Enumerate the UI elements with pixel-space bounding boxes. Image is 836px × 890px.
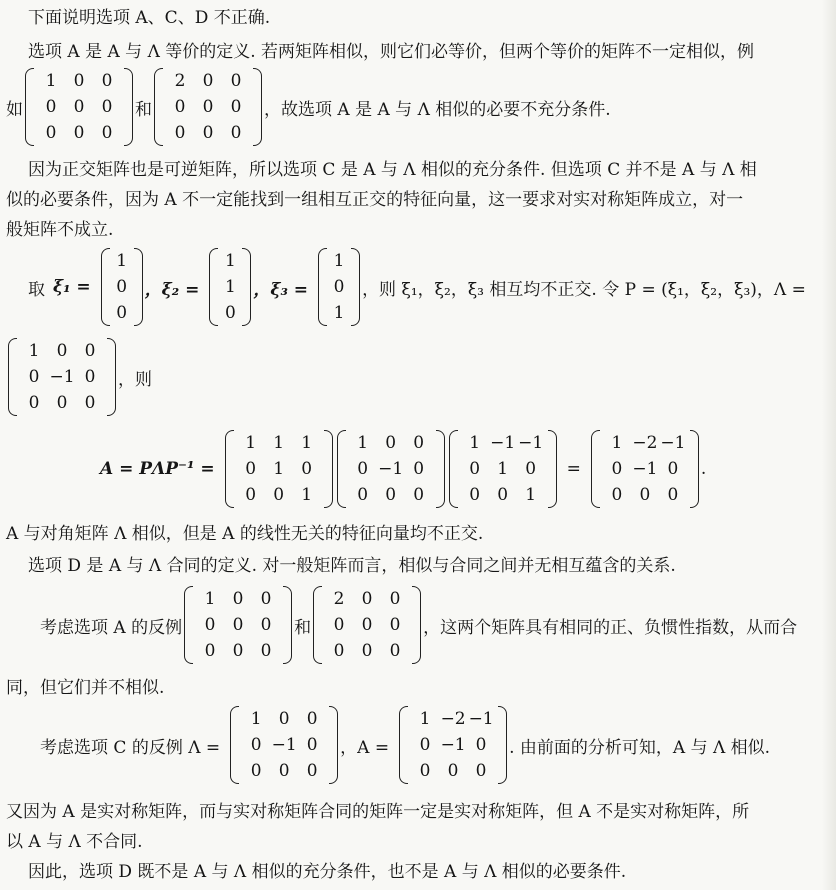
- lambda-entry-2-0: 0: [28, 393, 40, 413]
- lambda-entry-0-0: 1: [250, 709, 262, 729]
- Pinv-entry-2-0: 0: [469, 485, 481, 505]
- A-entry-1-0: 0: [419, 735, 431, 755]
- m200-entry-1-1: 0: [202, 97, 214, 117]
- m200-entry-0-2: 0: [230, 71, 242, 91]
- A-entry-0-1: −2: [440, 709, 466, 729]
- row-product: [100, 430, 706, 508]
- m100-entry-2-0: 0: [45, 123, 57, 143]
- Pinv-entry-0-1: −1: [490, 433, 516, 453]
- para-not-similar: 同，但它们并不相似.: [6, 678, 165, 698]
- xi3-label: ，ξ₃ =: [253, 279, 309, 300]
- P-entry-2-0: 0: [245, 485, 257, 505]
- lambda-entry-0-1: 0: [278, 709, 290, 729]
- A-entry-1-2: 0: [667, 459, 679, 479]
- m200-entry-1-0: 0: [333, 615, 345, 635]
- m100-entry-0-0: 1: [45, 71, 57, 91]
- matrix-m200: [154, 68, 262, 146]
- xi1-label: ξ₁ =: [53, 277, 91, 297]
- xi2-label: ，ξ₂ =: [144, 279, 200, 300]
- para-real-symmetric: 又因为 A 是实对称矩阵，而与实对称矩阵合同的矩阵一定是实对称矩阵，但 A 不是实对称矩阵，所: [6, 802, 750, 822]
- P-entry-1-1: 1: [273, 459, 285, 479]
- P-entry-2-1: 0: [273, 485, 285, 505]
- lambda-entry-2-2: 0: [84, 393, 96, 413]
- para-not-congruent: 以 A 与 Λ 不合同.: [6, 832, 143, 852]
- xi3-entry-2-0: 1: [333, 303, 345, 323]
- row-counterexample-c: [40, 706, 770, 784]
- lambda-entry-1-0: 0: [357, 459, 369, 479]
- m100-entry-1-0: 0: [45, 97, 57, 117]
- text-conclusion-a: ，故选项 A 是 A 与 Λ 相似的必要不充分条件.: [264, 99, 611, 120]
- A-entry-2-2: 0: [475, 761, 487, 781]
- para-option-c-3: 般矩阵不成立.: [6, 220, 114, 240]
- text-inertia: ，这两个矩阵具有相同的正、负惯性指数，从而合: [423, 617, 798, 638]
- para-similar-diagonal: A 与对角矩阵 Λ 相似，但是 A 的线性无关的特征向量均不正交.: [6, 524, 484, 544]
- vector-xi2: [209, 248, 251, 326]
- lambda-entry-0-0: 1: [28, 341, 40, 361]
- P-entry-1-2: 0: [301, 459, 313, 479]
- m200-entry-1-2: 0: [389, 615, 401, 635]
- A-entry-0-2: −1: [468, 709, 494, 729]
- m100-entry-2-2: 0: [260, 641, 272, 661]
- A-entry-0-0: 1: [419, 709, 431, 729]
- P-entry-0-0: 1: [245, 433, 257, 453]
- m100-entry-0-1: 0: [73, 71, 85, 91]
- para-option-c-2: 似的必要条件，因为 A 不一定能找到一组相互正交的特征向量，这一要求对实对称矩阵成立，对一: [6, 190, 744, 210]
- m100-entry-0-2: 0: [260, 589, 272, 609]
- lambda-entry-0-2: 0: [84, 341, 96, 361]
- Pinv-entry-2-2: 1: [525, 485, 537, 505]
- lambda-entry-1-2: 0: [306, 735, 318, 755]
- Pinv-entry-1-0: 0: [469, 459, 481, 479]
- xi3-entry-1-0: 0: [333, 277, 345, 297]
- xi1-entry-0-0: 1: [116, 251, 128, 271]
- equals-sign: =: [566, 459, 581, 479]
- lambda-entry-2-2: 0: [306, 761, 318, 781]
- lambda-entry-1-0: 0: [250, 735, 262, 755]
- m200-entry-1-0: 0: [174, 97, 186, 117]
- para-option-d: 选项 D 是 A 与 Λ 合同的定义. 对一般矩阵而言，相似与合同之间并无相互蕴含的关系.: [28, 556, 676, 576]
- m200-entry-0-1: 0: [202, 71, 214, 91]
- Pinv-entry-1-1: 1: [497, 459, 509, 479]
- row-example-a: [6, 68, 611, 146]
- lambda-entry-2-1: 0: [56, 393, 68, 413]
- matrix-lambda-c: [230, 706, 338, 784]
- lambda-entry-2-1: 0: [278, 761, 290, 781]
- m100-entry-2-1: 0: [232, 641, 244, 661]
- vector-xi1: [101, 248, 143, 326]
- matrix-lambda: [8, 338, 116, 416]
- xi1-entry-2-0: 0: [116, 303, 128, 323]
- matrix-p-inverse: [449, 430, 557, 508]
- para-option-c-1: 因为正交矩阵也是可逆矩阵，所以选项 C 是 A 与 Λ 相似的充分条件. 但选项 C 并不是 A 与 Λ 相: [28, 160, 757, 180]
- matrix-m200-b: [313, 586, 421, 664]
- matrix-a: [591, 430, 699, 508]
- m100-entry-2-1: 0: [73, 123, 85, 143]
- A-entry-2-1: 0: [639, 485, 651, 505]
- A-entry-2-1: 0: [447, 761, 459, 781]
- lambda-entry-2-0: 0: [357, 485, 369, 505]
- xi2-entry-1-0: 1: [224, 277, 236, 297]
- para-intro: 下面说明选项 A、C、D 不正确.: [28, 8, 271, 28]
- lambda-entry-1-2: 0: [84, 367, 96, 387]
- text-nonorthogonal: ，则 ξ₁，ξ₂，ξ₃ 相互均不正交. 令 P = (ξ₁，ξ₂，ξ₃)，Λ =: [362, 279, 806, 300]
- A-entry-2-0: 0: [419, 761, 431, 781]
- lambda-entry-1-0: 0: [28, 367, 40, 387]
- m200-entry-1-1: 0: [361, 615, 373, 635]
- para-option-a: 选项 A 是 A 与 Λ 等价的定义. 若两矩阵相似，则它们必等价，但两个等价的矩阵不一定相似，例: [28, 42, 755, 62]
- xi3-entry-0-0: 1: [333, 251, 345, 271]
- matrix-m100-b: [184, 586, 292, 664]
- matrix-m100: [25, 68, 133, 146]
- text-ru: 如: [6, 99, 23, 120]
- lambda-entry-0-1: 0: [385, 433, 397, 453]
- para-conclusion: 因此，选项 D 既不是 A 与 Λ 相似的充分条件，也不是 A 与 Λ 相似的必要条件.: [28, 862, 627, 882]
- text-similar-analysis: . 由前面的分析可知，A 与 Λ 相似.: [509, 737, 771, 758]
- lambda-entry-1-1: −1: [49, 367, 75, 387]
- text-he: 和: [135, 99, 152, 120]
- text-counterexample-a: 考虑选项 A 的反例: [40, 617, 183, 638]
- matrix-a-c: [399, 706, 507, 784]
- A-entry-1-0: 0: [611, 459, 623, 479]
- m100-entry-0-2: 0: [101, 71, 113, 91]
- m200-entry-0-1: 0: [361, 589, 373, 609]
- Pinv-entry-0-2: −1: [518, 433, 544, 453]
- lambda-entry-1-1: −1: [378, 459, 404, 479]
- A-entry-2-2: 0: [667, 485, 679, 505]
- m100-entry-2-0: 0: [204, 641, 216, 661]
- m200-entry-2-2: 0: [389, 641, 401, 661]
- m100-entry-1-0: 0: [204, 615, 216, 635]
- A-entry-1-1: −1: [632, 459, 658, 479]
- Pinv-entry-2-1: 0: [497, 485, 509, 505]
- A-entry-0-2: −1: [660, 433, 686, 453]
- text-then: ，则: [118, 369, 152, 390]
- lambda-entry-0-2: 0: [413, 433, 425, 453]
- A-entry-2-0: 0: [611, 485, 623, 505]
- P-entry-1-0: 0: [245, 459, 257, 479]
- text-take: 取: [28, 279, 45, 300]
- Pinv-entry-1-2: 0: [525, 459, 537, 479]
- m100-entry-0-1: 0: [232, 589, 244, 609]
- m200-entry-0-0: 2: [333, 589, 345, 609]
- lambda-entry-2-0: 0: [250, 761, 262, 781]
- row-lambda: [6, 338, 152, 416]
- A-entry-0-1: −2: [632, 433, 658, 453]
- m200-entry-0-0: 2: [174, 71, 186, 91]
- vector-xi3: [318, 248, 360, 326]
- period: .: [700, 459, 707, 479]
- m100-entry-1-1: 0: [73, 97, 85, 117]
- row-counterexample-a: [40, 586, 797, 664]
- lambda-entry-1-1: −1: [271, 735, 297, 755]
- lambda-entry-0-1: 0: [56, 341, 68, 361]
- A-entry-1-2: 0: [475, 735, 487, 755]
- matrix-p: [225, 430, 333, 508]
- A-entry-1-1: −1: [440, 735, 466, 755]
- m200-entry-2-1: 0: [202, 123, 214, 143]
- text-counterexample-c: 考虑选项 C 的反例 Λ =: [40, 737, 221, 758]
- xi2-entry-2-0: 0: [224, 303, 236, 323]
- text-he-2: 和: [294, 617, 312, 638]
- lambda-entry-1-2: 0: [413, 459, 425, 479]
- text-a-eq: ，A =: [340, 737, 390, 758]
- m200-entry-1-2: 0: [230, 97, 242, 117]
- m200-entry-2-0: 0: [174, 123, 186, 143]
- m200-entry-2-1: 0: [361, 641, 373, 661]
- m100-entry-1-2: 0: [101, 97, 113, 117]
- m200-entry-0-2: 0: [389, 589, 401, 609]
- Pinv-entry-0-0: 1: [469, 433, 481, 453]
- xi2-entry-0-0: 1: [224, 251, 236, 271]
- P-entry-0-1: 1: [273, 433, 285, 453]
- m200-entry-2-2: 0: [230, 123, 242, 143]
- m100-entry-1-2: 0: [260, 615, 272, 635]
- m100-entry-0-0: 1: [204, 589, 216, 609]
- lambda-entry-2-1: 0: [385, 485, 397, 505]
- lambda-entry-0-2: 0: [306, 709, 318, 729]
- P-entry-0-2: 1: [301, 433, 313, 453]
- equation-lhs: A = PΛP⁻¹ =: [100, 459, 215, 479]
- A-entry-0-0: 1: [611, 433, 623, 453]
- lambda-entry-0-0: 1: [357, 433, 369, 453]
- P-entry-2-2: 1: [301, 485, 313, 505]
- m200-entry-2-0: 0: [333, 641, 345, 661]
- m100-entry-2-2: 0: [101, 123, 113, 143]
- m100-entry-1-1: 0: [232, 615, 244, 635]
- lambda-entry-2-2: 0: [413, 485, 425, 505]
- page-edge-shadow: [822, 0, 836, 890]
- row-eigenvectors: [28, 248, 806, 326]
- xi1-entry-1-0: 0: [116, 277, 128, 297]
- matrix-lambda-mid: [337, 430, 445, 508]
